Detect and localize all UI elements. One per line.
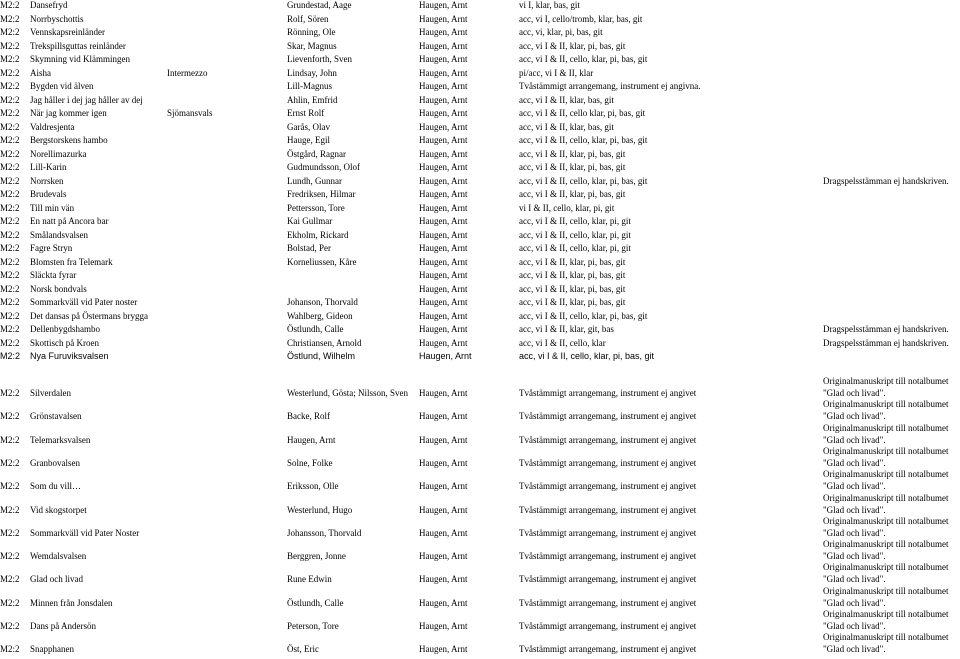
remark-line-2: "Glad och livad". <box>823 388 886 398</box>
title: Bergstorskens hambo <box>30 135 108 145</box>
title: Wemdalsvalsen <box>30 551 87 562</box>
catalog-code: M2:2 <box>0 94 20 105</box>
table-row <box>0 40 960 53</box>
composer: Gudmundsson, Olof <box>287 162 361 172</box>
table-row <box>0 67 960 80</box>
remark-line-2: "Glad och livad". <box>823 411 886 422</box>
composer: Pettersson, Tore <box>287 202 345 213</box>
instrumentation: Tvåstämmigt arrangemang, instrument ej angivet <box>519 388 697 398</box>
table-row <box>0 26 960 39</box>
table-row <box>0 410 960 423</box>
arranger: Haugen, Arnt <box>419 162 468 172</box>
remark-line-1: Originalmanuskript till notalbumet <box>823 422 949 433</box>
table-row <box>0 107 960 120</box>
table-row <box>0 269 960 282</box>
title: Som du vill… <box>30 481 82 492</box>
composer: Backe, Rolf <box>287 411 330 422</box>
arranger: Haugen, Arnt <box>419 597 468 608</box>
composer: Hauge, Egil <box>287 135 330 145</box>
instrumentation: acc, vi I & II, klar, pi, bas, git <box>519 40 626 51</box>
composer: Lundh, Gunnar <box>287 175 342 186</box>
composer: Haugen, Arnt <box>287 434 336 445</box>
arranger: Haugen, Arnt <box>419 175 468 186</box>
remark-line-2: "Glad och livad". <box>823 527 886 538</box>
catalog-code: M2:2 <box>0 388 20 398</box>
table-row <box>0 457 960 470</box>
arranger: Haugen, Arnt <box>419 434 468 445</box>
catalog-code: M2:2 <box>0 597 20 608</box>
composer: Ahlin, Emfrid <box>287 94 338 105</box>
catalog-code: M2:2 <box>0 337 20 348</box>
catalog-code: M2:2 <box>0 108 20 118</box>
arranger: Haugen, Arnt <box>419 504 468 515</box>
catalog-code: M2:2 <box>0 351 21 361</box>
title: Sommarkväll vid Pater Noster <box>30 527 140 538</box>
composer: Lill-Magnus <box>287 81 332 91</box>
instrumentation: acc, vi I & II, klar, bas, git <box>519 121 614 132</box>
table-row <box>0 80 960 93</box>
arranger: Haugen, Arnt <box>419 216 468 226</box>
title: Norrbyschottis <box>30 13 84 24</box>
subtitle: Intermezzo <box>167 67 208 78</box>
arranger: Haugen, Arnt <box>419 574 468 585</box>
title: Nya Furuviksvalsen <box>30 351 109 361</box>
catalog-code: M2:2 <box>0 202 20 213</box>
catalog-code: M2:2 <box>0 13 20 24</box>
instrumentation: acc, vi I & II, klar, pi, bas, git <box>519 283 626 294</box>
catalog-code: M2:2 <box>0 411 20 422</box>
table-row <box>0 215 960 228</box>
catalog-code: M2:2 <box>0 175 20 186</box>
title: Silverdalen <box>30 388 71 398</box>
title: När jag kommer igen <box>30 108 107 118</box>
title: Dans på Andersön <box>30 621 96 631</box>
composer: Ekholm, Rickard <box>287 229 349 240</box>
instrumentation: Tvåstämmigt arrangemang, instrument ej angivet <box>519 504 697 515</box>
remark-line-2: "Glad och livad". <box>823 481 886 492</box>
arranger: Haugen, Arnt <box>419 54 468 64</box>
arranger: Haugen, Arnt <box>419 324 468 334</box>
table-row <box>0 643 960 656</box>
instrumentation: Tvåstämmigt arrangemang, instrument ej angivet <box>519 457 697 468</box>
arranger: Haugen, Arnt <box>419 108 468 118</box>
remark-line-2: "Glad och livad". <box>823 434 886 445</box>
arranger: Haugen, Arnt <box>419 189 468 199</box>
arranger: Haugen, Arnt <box>419 94 468 105</box>
catalog-code: M2:2 <box>0 644 20 655</box>
arranger: Haugen, Arnt <box>419 243 468 253</box>
remark-line-1: Originalmanuskript till notalbumet <box>823 445 949 456</box>
instrumentation: acc, vi I & II, cello, klar, pi, git <box>519 243 631 253</box>
catalog-code: M2:2 <box>0 324 20 334</box>
catalog-code: M2:2 <box>0 67 20 78</box>
table-row <box>0 148 960 161</box>
remark: Dragspelsstämman ej handskriven. <box>823 324 949 334</box>
arranger: Haugen, Arnt <box>419 644 468 655</box>
catalog-code: M2:2 <box>0 0 20 10</box>
arranger: Haugen, Arnt <box>419 310 468 321</box>
instrumentation: acc, vi I, cello/tromb, klar, bas, git <box>519 13 643 24</box>
arranger: Haugen, Arnt <box>419 621 468 631</box>
title: Telemarksvalsen <box>30 434 91 445</box>
title: Bygden vid älven <box>30 81 94 91</box>
title: Norellimazurka <box>30 148 87 159</box>
arranger: Haugen, Arnt <box>419 13 468 24</box>
composer: Peterson, Tore <box>287 621 339 631</box>
instrumentation: Tvåstämmigt arrangemang, instrument ej angivet <box>519 434 697 445</box>
title: Dansefryd <box>30 0 68 10</box>
title: Blomsten fra Telemark <box>30 256 113 267</box>
arranger: Haugen, Arnt <box>419 40 468 51</box>
title: Fagre Stryn <box>30 243 73 253</box>
instrumentation: vi I, klar, bas, git <box>519 0 580 10</box>
title: Sommarkväll vid Pater noster <box>30 297 138 307</box>
instrumentation: Tvåstämmigt arrangemang, instrument ej angivet <box>519 597 697 608</box>
composer: Lindsay, John <box>287 67 337 78</box>
remark-line-2: "Glad och livad". <box>823 457 886 468</box>
title: Granbovalsen <box>30 457 80 468</box>
composer: Kai Gullmar <box>287 216 333 226</box>
instrumentation: Tvåstämmigt arrangemang, instrument ej angivet <box>519 574 697 585</box>
table-row <box>0 242 960 255</box>
instrumentation: acc, vi I & II, cello klar, pi, bas, git <box>519 108 646 118</box>
table-row <box>0 527 960 540</box>
arranger: Haugen, Arnt <box>419 270 468 280</box>
instrumentation: acc, vi I & II, klar, pi, bas, git <box>519 162 626 172</box>
catalog-code: M2:2 <box>0 310 20 321</box>
arranger: Haugen, Arnt <box>419 256 468 267</box>
composer: Wahlberg, Gideon <box>287 310 353 321</box>
instrumentation: acc, vi I & II, cello, klar <box>519 337 606 348</box>
instrumentation: acc, vi I & II, cello, klar, pi, bas, git <box>519 310 648 321</box>
arranger: Haugen, Arnt <box>419 81 468 91</box>
instrumentation: acc, vi I & II, cello, klar, pi, git <box>519 216 631 226</box>
instrumentation: acc, vi, klar, pi, bas, git <box>519 27 603 37</box>
title: Till min vän <box>30 202 75 213</box>
table-row <box>0 202 960 215</box>
title: Norrsken <box>30 175 64 186</box>
composer: Christiansen, Arnold <box>287 337 362 348</box>
arranger: Haugen, Arnt <box>419 551 468 562</box>
catalog-code: M2:2 <box>0 216 20 226</box>
instrumentation: acc, vi I & II, klar, pi, bas, git <box>519 148 626 159</box>
catalog-code: M2:2 <box>0 81 20 91</box>
catalog-code: M2:2 <box>0 574 20 585</box>
arranger: Haugen, Arnt <box>419 337 468 348</box>
catalog-code: M2:2 <box>0 135 20 145</box>
remark-line-1: Originalmanuskript till notalbumet <box>823 609 949 619</box>
catalog-code: M2:2 <box>0 481 20 492</box>
composer: Östlundh, Calle <box>287 597 344 608</box>
table-row <box>0 13 960 26</box>
table-row <box>0 94 960 107</box>
instrumentation: Tvåstämmigt arrangemang, instrument ej angivet <box>519 411 697 422</box>
composer: Rune Edwin <box>287 574 332 585</box>
instrumentation: acc, vi I & II, cello, klar, pi, git <box>519 229 631 240</box>
table-row <box>0 550 960 563</box>
composer: Johanson, Thorvald <box>287 297 358 307</box>
table-row <box>0 620 960 633</box>
table-row <box>0 134 960 147</box>
remark-line-1: Originalmanuskript till notalbumet <box>823 469 949 480</box>
table-row <box>0 283 960 296</box>
title: Dellenbygdshambo <box>30 324 100 334</box>
catalog-code: M2:2 <box>0 551 20 562</box>
title: Brudevals <box>30 189 67 199</box>
catalog-code: M2:2 <box>0 121 20 132</box>
composer: Ernst Rolf <box>287 108 325 118</box>
table-row <box>0 175 960 188</box>
composer: Solne, Folke <box>287 457 333 468</box>
catalog-code: M2:2 <box>0 54 20 64</box>
remark-line-2: "Glad och livad". <box>823 644 886 655</box>
arranger: Haugen, Arnt <box>419 121 468 132</box>
instrumentation: Tvåstämmigt arrangemang, instrument ej angivna. <box>519 81 701 91</box>
remark-line-1: Originalmanuskript till notalbumet <box>823 376 949 386</box>
composer: Skar, Magnus <box>287 40 337 51</box>
composer: Westerlund, Hugo <box>287 504 353 515</box>
table-row <box>0 337 960 350</box>
remark: Dragspelsstämman ej handskriven. <box>823 175 949 186</box>
table-row <box>0 597 960 610</box>
remark-line-2: "Glad och livad". <box>823 597 886 608</box>
instrumentation: Tvåstämmigt arrangemang, instrument ej angivet <box>519 551 697 562</box>
catalog-code: M2:2 <box>0 189 20 199</box>
table-row <box>0 296 960 309</box>
title: Smålandsvalsen <box>30 229 88 240</box>
arranger: Haugen, Arnt <box>419 411 468 422</box>
title: Valdresjenta <box>30 121 75 132</box>
title: Vid skogstorpet <box>30 504 87 515</box>
instrumentation: vi I & II, cello, klar, pi, git <box>519 202 615 213</box>
table-row <box>0 387 960 400</box>
title: Grönstavalsen <box>30 411 82 422</box>
title: Lill-Karin <box>30 162 67 172</box>
catalog-code: M2:2 <box>0 270 20 280</box>
table-row <box>0 310 960 323</box>
remark-line-2: "Glad och livad". <box>823 504 886 515</box>
instrumentation: acc, vi I & II, cello, klar, pi, bas, git <box>519 54 648 64</box>
composer: Garås, Olav <box>287 121 330 132</box>
table-row <box>0 229 960 242</box>
title: Norsk bondvals <box>30 283 87 294</box>
composer: Grundestad, Aage <box>287 0 352 10</box>
arranger: Haugen, Arnt <box>419 27 468 37</box>
table-row <box>0 0 960 12</box>
title: Jag håller i dej jag håller av dej <box>30 94 143 105</box>
catalog-code: M2:2 <box>0 283 20 294</box>
title: Trekspillsguttas reinländer <box>30 40 126 51</box>
composer: Fredriksen, Hilmar <box>287 189 356 199</box>
table-row <box>0 573 960 586</box>
title: Släckta fyrar <box>30 270 77 280</box>
catalog-code: M2:2 <box>0 621 20 631</box>
remark: Dragspelsstämman ej handskriven. <box>823 337 949 348</box>
instrumentation: acc, vi I & II, klar, bas, git <box>519 94 614 105</box>
table-row <box>0 350 960 363</box>
arranger: Haugen, Arnt <box>419 0 468 10</box>
arranger: Haugen, Arnt <box>419 457 468 468</box>
remark-line-1: Originalmanuskript till notalbumet <box>823 492 949 503</box>
table-row <box>0 161 960 174</box>
title: Snapphanen <box>30 644 74 655</box>
table-row <box>0 53 960 66</box>
instrumentation: Tvåstämmigt arrangemang, instrument ej angivet <box>519 481 697 492</box>
catalog-code: M2:2 <box>0 527 20 538</box>
instrumentation: pi/acc, vi I & II, klar <box>519 67 594 78</box>
catalog-code: M2:2 <box>0 162 20 172</box>
arranger: Haugen, Arnt <box>419 229 468 240</box>
composer: Östlund, Wilhelm <box>287 351 356 361</box>
table-row <box>0 323 960 336</box>
arranger: Haugen, Arnt <box>419 135 468 145</box>
title: Det dansas på Östermans brygga <box>30 310 148 321</box>
title: Skymning vid Klämmingen <box>30 54 130 64</box>
arranger: Haugen, Arnt <box>419 388 468 398</box>
remark-line-1: Originalmanuskript till notalbumet <box>823 632 949 643</box>
composer: Öst, Eric <box>287 644 319 655</box>
table-row <box>0 434 960 447</box>
remark-line-2: "Glad och livad". <box>823 621 886 631</box>
composer: Eriksson, Olle <box>287 481 339 492</box>
instrumentation: acc, vi I & II, klar, git, bas <box>519 324 614 334</box>
instrumentation: Tvåstämmigt arrangemang, instrument ej angivet <box>519 621 697 631</box>
catalog-code: M2:2 <box>0 40 20 51</box>
composer: Östgård, Ragnar <box>287 148 346 159</box>
table-row <box>0 121 960 134</box>
title: Skottisch på Kroen <box>30 337 99 348</box>
catalog-code: M2:2 <box>0 27 20 37</box>
instrumentation: acc, vi I & II, klar, pi, bas, git <box>519 189 626 199</box>
remark-line-1: Originalmanuskript till notalbumet <box>823 539 949 550</box>
table-row <box>0 480 960 493</box>
arranger: Haugen, Arnt <box>419 283 468 294</box>
remark-line-1: Originalmanuskript till notalbumet <box>823 515 949 526</box>
table-row <box>0 504 960 517</box>
catalog-code: M2:2 <box>0 297 20 307</box>
title: Aisha <box>30 67 51 78</box>
instrumentation: acc, vi I & II, klar, pi, bas, git <box>519 297 626 307</box>
catalog-code: M2:2 <box>0 504 20 515</box>
instrumentation: Tvåstämmigt arrangemang, instrument ej angivet <box>519 527 697 538</box>
composer: Berggren, Jonne <box>287 551 346 562</box>
catalog-code: M2:2 <box>0 243 20 253</box>
title: En natt på Ancora bar <box>30 216 109 226</box>
arranger: Haugen, Arnt <box>419 67 468 78</box>
instrumentation: acc, vi I & II, cello, klar, pi, bas, git <box>519 351 655 361</box>
instrumentation: Tvåstämmigt arrangemang, instrument ej angivet <box>519 644 697 655</box>
subtitle: Sjömansvals <box>167 108 213 118</box>
remark-line-2: "Glad och livad". <box>823 551 886 562</box>
instrumentation: acc, vi I & II, cello, klar, pi, bas, git <box>519 175 648 186</box>
title: Glad och livad <box>30 574 83 585</box>
title: Vennskapsreinländer <box>30 27 105 37</box>
catalog-code: M2:2 <box>0 229 20 240</box>
arranger: Haugen, Arnt <box>419 148 468 159</box>
arranger: Haugen, Arnt <box>419 351 472 361</box>
composer: Rönning, Ole <box>287 27 336 37</box>
remark-line-2: "Glad och livad". <box>823 574 886 585</box>
composer: Bolstad, Per <box>287 243 331 253</box>
arranger: Haugen, Arnt <box>419 527 468 538</box>
remark-line-1: Originalmanuskript till notalbumet <box>823 585 949 596</box>
remark-line-1: Originalmanuskript till notalbumet <box>823 562 949 573</box>
instrumentation: acc, vi I & II, klar, pi, bas, git <box>519 270 626 280</box>
table-row <box>0 188 960 201</box>
composer: Johansson, Thorvald <box>287 527 362 538</box>
instrumentation: acc, vi I & II, cello, klar, pi, bas, git <box>519 135 648 145</box>
title: Minnen från Jonsdalen <box>30 597 113 608</box>
arranger: Haugen, Arnt <box>419 202 468 213</box>
catalog-code: M2:2 <box>0 457 20 468</box>
composer: Rolf, Sören <box>287 13 329 24</box>
composer: Westerlund, Gösta; Nilsson, Sven <box>287 388 409 398</box>
catalog-code: M2:2 <box>0 434 20 445</box>
composer: Lievenforth, Sven <box>287 54 352 64</box>
composer: Korneliussen, Kåre <box>287 256 357 267</box>
remark-line-1: Originalmanuskript till notalbumet <box>823 399 949 410</box>
catalog-code: M2:2 <box>0 256 20 267</box>
arranger: Haugen, Arnt <box>419 481 468 492</box>
instrumentation: acc, vi I & II, klar, pi, bas, git <box>519 256 626 267</box>
catalog-code: M2:2 <box>0 148 20 159</box>
composer: Östlundh, Calle <box>287 324 344 334</box>
table-row <box>0 256 960 269</box>
arranger: Haugen, Arnt <box>419 297 468 307</box>
